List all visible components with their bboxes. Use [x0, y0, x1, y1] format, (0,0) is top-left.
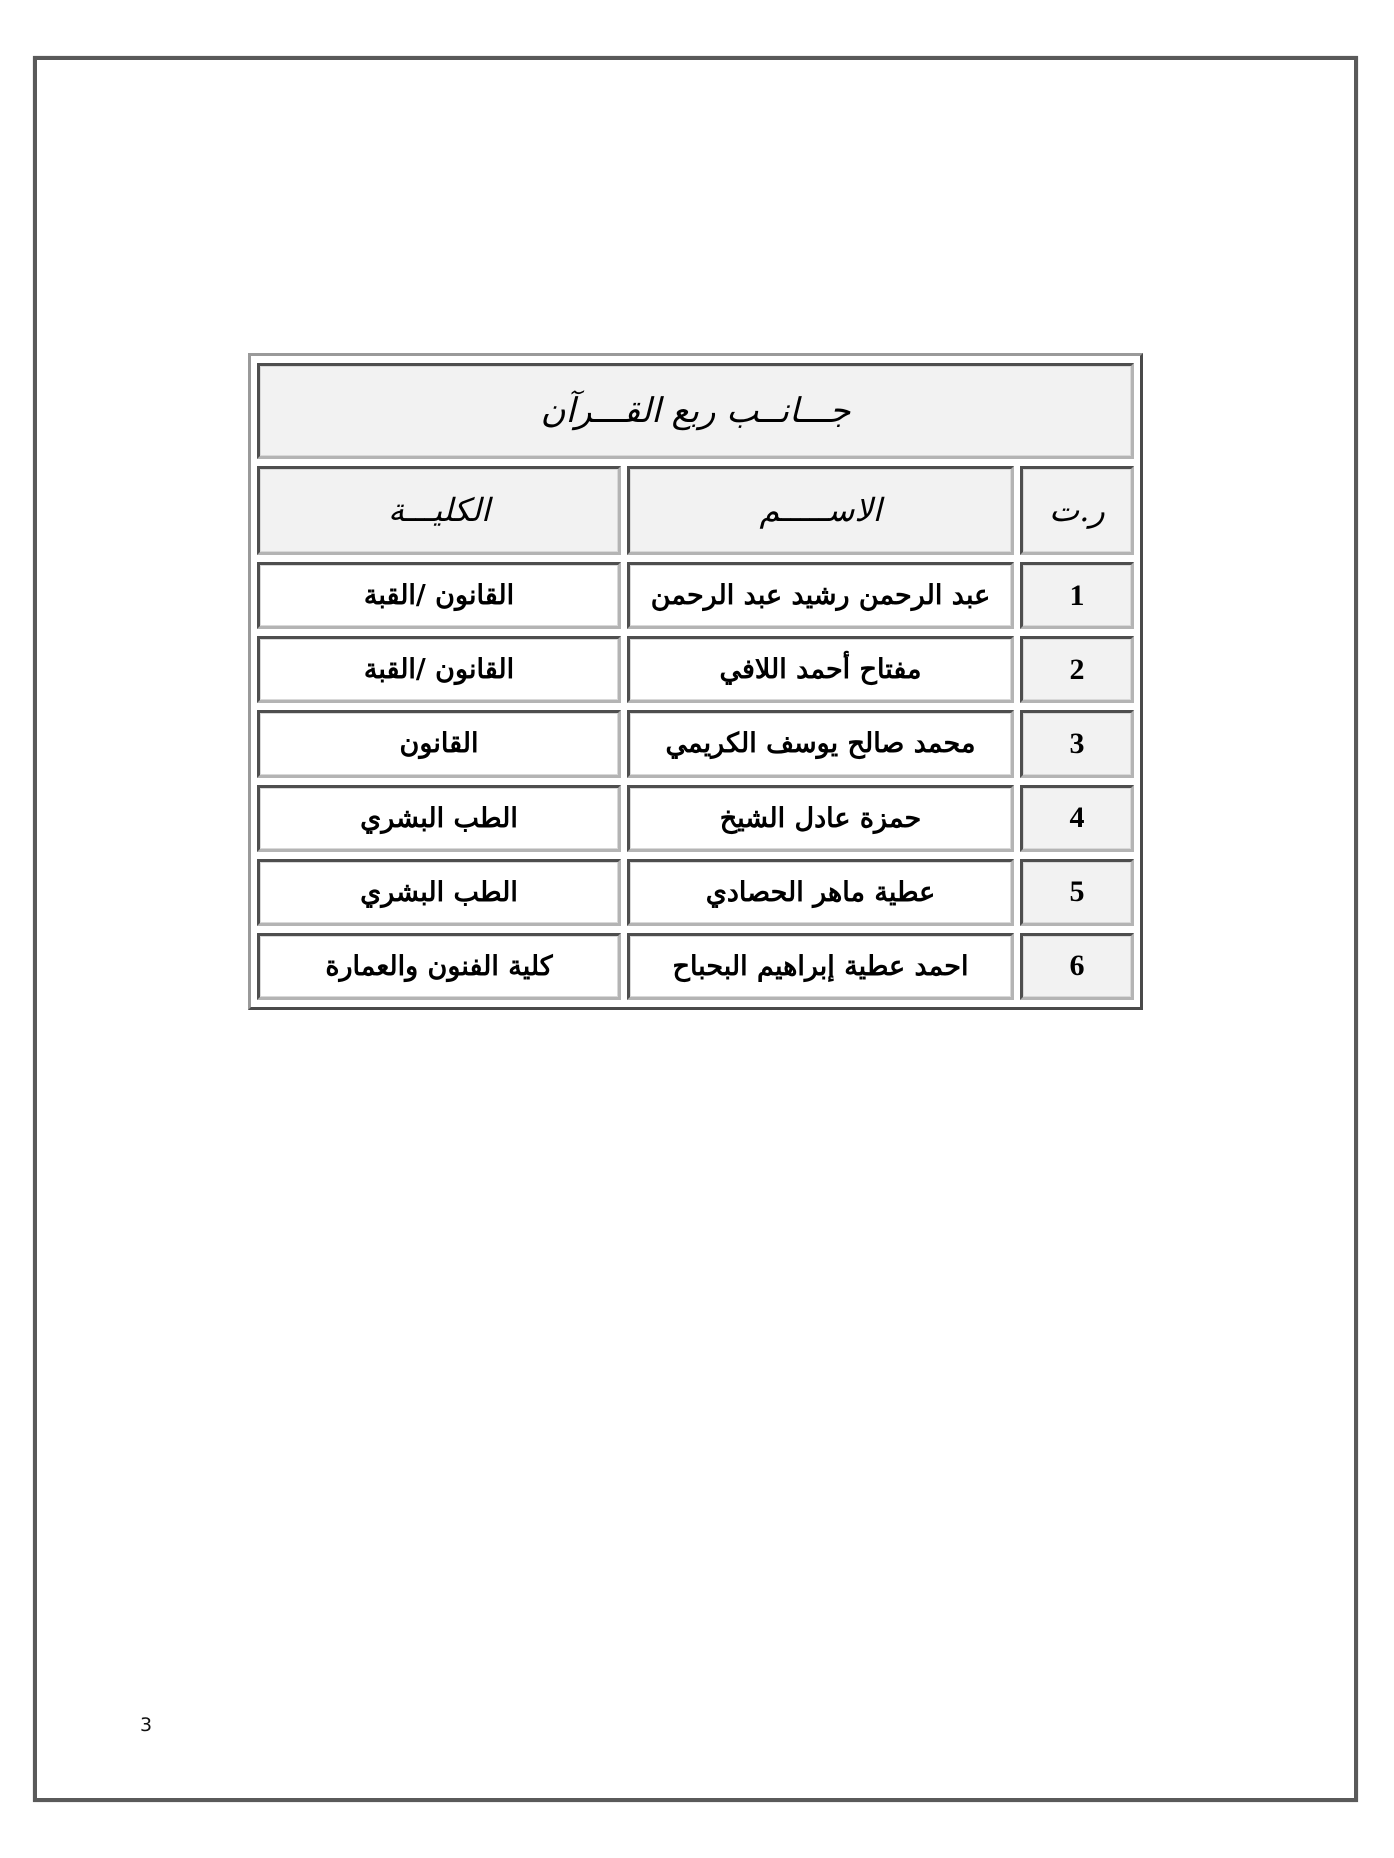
table-row [257, 933, 1134, 1000]
row-name: محمد صالح يوسف الكريمي [627, 710, 1014, 777]
table-row [257, 710, 1134, 777]
row-number: 2 [1020, 636, 1134, 703]
row-number: 1 [1020, 562, 1134, 629]
header-name: الاســـــم [627, 466, 1014, 556]
table-row [257, 562, 1134, 629]
row-college: كلية الفنون والعمارة [257, 933, 621, 1000]
row-college: القانون /القبة [257, 636, 621, 703]
row-name: عبد الرحمن رشيد عبد الرحمن [627, 562, 1014, 629]
table-header-row [257, 466, 1134, 556]
table-row [257, 636, 1134, 703]
row-name: مفتاح أحمد اللافي [627, 636, 1014, 703]
header-number: ر.ت [1020, 466, 1134, 556]
table-title-row [257, 363, 1134, 459]
row-number: 3 [1020, 710, 1134, 777]
row-name: احمد عطية إبراهيم البحباح [627, 933, 1014, 1000]
table-title: جـــانــب ربع القـــرآن [257, 363, 1134, 459]
row-name: حمزة عادل الشيخ [627, 785, 1014, 852]
row-college: الطب البشري [257, 859, 621, 926]
members-table [251, 356, 1140, 1007]
members-table-container [248, 353, 1143, 1010]
row-number: 4 [1020, 785, 1134, 852]
row-college: القانون [257, 710, 621, 777]
row-number: 6 [1020, 933, 1134, 1000]
table-row [257, 859, 1134, 926]
row-college: القانون /القبة [257, 562, 621, 629]
row-college: الطب البشري [257, 785, 621, 852]
row-number: 5 [1020, 859, 1134, 926]
row-name: عطية ماهر الحصادي [627, 859, 1014, 926]
header-college: الكليـــة [257, 466, 621, 556]
table-row [257, 785, 1134, 852]
page-number: 3 [140, 1714, 153, 1736]
